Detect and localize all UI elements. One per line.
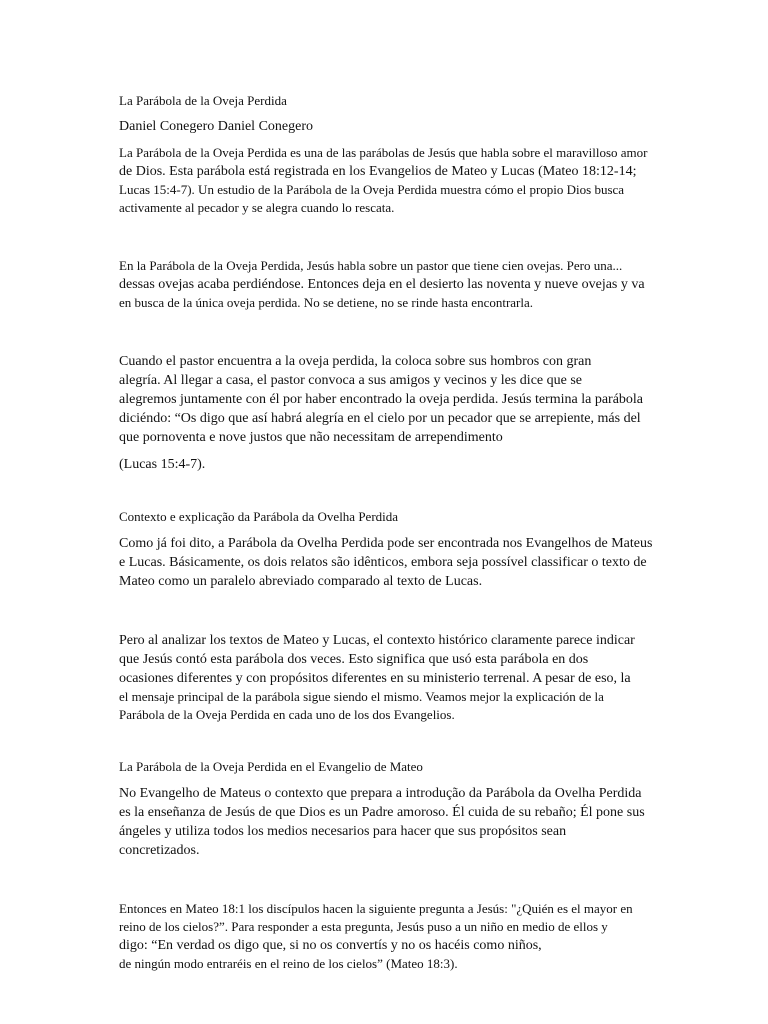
paragraph-line: En la Parábola de la Oveja Perdida, Jesús habla sobre un pastor que tiene cien ovejas. Pero una... — [119, 258, 623, 273]
paragraph-mateo-question — [119, 900, 659, 973]
bible-reference: (Lucas 15:4-7). — [119, 457, 206, 472]
paragraph-line: Mateo como un paralelo abreviado comparado al texto de Lucas. — [119, 574, 483, 589]
document-author: Daniel Conegero Daniel Conegero — [119, 119, 313, 134]
paragraph-line: alegría. Al llegar a casa, el pastor convoca a sus amigos y vecinos y les dice que se — [119, 373, 583, 388]
paragraph-line: es la enseñanza de Jesús de que Dios es un Padre amoroso. Él cuida de su rebaño; Él pone sus — [119, 805, 645, 820]
paragraph-line: ocasiones diferentes y con propósitos diferentes en su ministerio terrenal. A pesar de eso, la — [119, 671, 631, 686]
paragraph-line: No Evangelho de Mateus o contexto que prepara a introdução da Parábola da Ovelha Perdida — [119, 786, 642, 801]
paragraph-line: diciéndo: “Os digo que así habrá alegría en el cielo por un pecador que se arrepiente, más del — [119, 411, 641, 426]
paragraph-line: Parábola de la Oveja Perdida en cada uno de los dos Evangelios. — [119, 707, 455, 722]
paragraph-line: Pero al analizar los textos de Mateo y Lucas, el contexto histórico claramente parece indicar — [119, 633, 635, 648]
paragraph-line: de ningún modo entraréis en el reino de los cielos” (Mateo 18:3). — [119, 956, 458, 971]
paragraph-line: Como já foi dito, a Parábola da Ovelha Perdida pode ser encontrada nos Evangelhos de Mateus — [119, 536, 653, 551]
document-title: La Parábola de la Oveja Perdida — [119, 93, 287, 108]
document-page — [119, 92, 659, 973]
paragraph-line: el mensaje principal de la parábola sigue siendo el mismo. Veamos mejor la explicación de la — [119, 689, 604, 704]
paragraph-line: alegremos juntamente con él por haber encontrado la oveja perdida. Jesús termina la parábola — [119, 392, 644, 407]
paragraph-analysis — [119, 631, 659, 724]
paragraph-line: en busca de la única oveja perdida. No se detiene, no se rinde hasta encontrarla. — [119, 295, 534, 310]
paragraph-line: que Jesús contó esta parábola dos veces. Esto significa que usó esta parábola en dos — [119, 652, 589, 667]
paragraph-line: de Dios. Esta parábola está registrada en los Evangelios de Mateo y Lucas (Mateo 18:12-14; — [119, 164, 637, 179]
paragraph-intro — [119, 144, 659, 217]
paragraph-line: concretizados. — [119, 843, 200, 858]
paragraph-line: ángeles y utiliza todos los medios necesarios para hacer que sus propósitos sean — [119, 824, 567, 839]
section-heading-mateo: La Parábola de la Oveja Perdida en el Evangelio de Mateo — [119, 759, 423, 774]
paragraph-line: que pornoventa e nove justos que não necessitam de arrependimento — [119, 430, 503, 445]
paragraph-line: reino de los cielos?”. Para responder a esta pregunta, Jesús puso a un niño en medio de ellos y — [119, 919, 608, 934]
paragraph-context — [119, 534, 659, 591]
paragraph-mateo-context — [119, 784, 659, 860]
paragraph-line: Cuando el pastor encuentra a la oveja perdida, la coloca sobre sus hombros con gran — [119, 354, 592, 369]
paragraph-line: La Parábola de la Oveja Perdida es una de las parábolas de Jesús que habla sobre el maravilloso amor — [119, 145, 648, 160]
paragraph-line: Lucas 15:4-7). Un estudio de la Parábola de la Oveja Perdida muestra cómo el propio Dios busca — [119, 182, 625, 197]
paragraph-line: Entonces en Mateo 18:1 los discípulos hacen la siguiente pregunta a Jesús: "¿Quién es el mayor en — [119, 901, 633, 916]
paragraph-line: digo: “En verdad os digo que, si no os convertís y no os hacéis como niños, — [119, 938, 542, 953]
paragraph-line: dessas ovejas acaba perdiéndose. Entonces deja en el desierto las noventa y nueve ovejas y va — [119, 277, 645, 292]
paragraph-line: activamente al pecador y se alegra cuando lo rescata. — [119, 200, 395, 215]
paragraph-found — [119, 352, 659, 447]
paragraph-line: e Lucas. Básicamente, os dois relatos são idênticos, embora seja possível classificar o texto de — [119, 555, 647, 570]
paragraph-shepherd — [119, 257, 659, 312]
section-heading-context: Contexto e explicação da Parábola da Ovelha Perdida — [119, 509, 399, 524]
